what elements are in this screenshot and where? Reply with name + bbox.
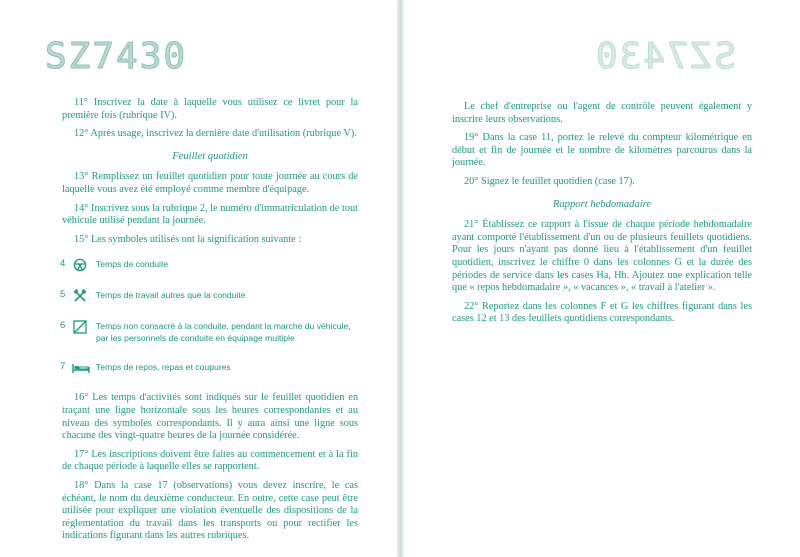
perforated-serial-number-right: SZ7430 (594, 35, 737, 77)
paragraph-22: 22° Reportez dans les colonnes F et G les chiffres figurant dans les cases 12 et 13 des feuillets quotidiens correspondants. (452, 300, 752, 325)
symbol-number: 4 (60, 258, 66, 270)
symbol-label: Temps non consacré à la conduite, pendant la marche du véhicule, par les personnels de conduite en équipage multiple (96, 321, 351, 344)
symbol-number: 5 (60, 289, 66, 301)
steering-wheel-icon (72, 258, 90, 272)
left-text-column (62, 97, 358, 549)
symbol-row-other-work (60, 289, 358, 303)
bed-icon (72, 361, 90, 375)
right-text-column (452, 101, 752, 332)
paragraph-21: 21° Établissez ce rapport à l'issue de chaque période hebdomadaire ayant comporté l'établissement d'un ou de plusieurs feuillets quotidiens. Pour les jours n'ayant pas donné lieu à l'établissement d'un feuillet quotidien, inscrivez le chiffre 0 dans les colonnes G et la durée des périodes de service dans les cases Ha, Hb. Ajoutez une explication telle que « repos hebdomadaire », « vacances », « travail à l'atelier ». (452, 219, 752, 294)
paragraph-13: 13° Remplissez un feuillet quotidien pour toute journée au cours de laquelle vous avez été employé comme membre d'équipage. (62, 171, 358, 195)
symbol-number: 6 (60, 320, 66, 332)
paragraph-16: 16° Les temps d'activités sont indiqués sur le feuillet quotidien en traçant une ligne horizontale sous les heures correspondantes et au niveau des symboles correspondants. Il y aura ainsi une ligne sous chacune des vingt-quatre heures de la journée considérée. (62, 392, 358, 442)
paragraph-controller-observations: Le chef d'entreprise ou l'agent de contrôle peuvent également y inscrire leurs observations. (452, 101, 752, 125)
paragraph-14: 14° Inscrivez sous la rubrique 2, le numéro d'immatriculation de tout véhicule utilisé pendant la journée. (62, 202, 358, 227)
paragraph-11: 11° Inscrivez la date à laquelle vous utilisez ce livret pour la première fois (rubrique IV). (62, 97, 358, 121)
symbol-label: Temps de conduite (96, 259, 169, 270)
crossed-hammers-icon (72, 289, 90, 303)
symbol-label: Temps de travail autres que la conduite (96, 290, 246, 301)
symbol-row-rest (60, 361, 358, 375)
symbol-number: 7 (60, 361, 66, 373)
paragraph-20: 20° Signez le feuillet quotidien (case 17). (464, 175, 635, 187)
paragraph-15: 15° Les symboles utilisés ont la signification suivante : (74, 233, 302, 245)
paragraph-18: 18° Dans la case 17 (observations) vous devez inscrire, le cas échéant, le nom du deuxième conducteur. En outre, cette case peut être utilisée pour expliquer une violation éventuelle des dispositions de la réglementation du travail dans les transports ou pour rectifier les indications figurant dans les autres rubriques. (62, 479, 358, 542)
paragraph-17: 17° Les inscriptions doivent être faites au commencement et à la fin de chaque période à laquelle elles se rapportent. (62, 448, 358, 473)
symbol-row-availability (60, 320, 358, 344)
symbol-row-driving (60, 258, 358, 272)
symbol-label: Temps de repos, repas et coupures (96, 362, 231, 373)
paragraph-19: 19° Dans la case 11, portez le relevé du compteur kilométrique en début et fin de journée et le nombre de kilomètres parcourus dans la journée. (452, 132, 752, 169)
section-heading-feuillet-quotidien: Feuillet quotidien (172, 150, 248, 162)
perforated-serial-number-left: SZ7430 (45, 35, 188, 77)
slashed-square-icon (72, 320, 90, 334)
section-heading-rapport-hebdomadaire: Rapport hebdomadaire (552, 198, 652, 210)
paragraph-12: 12° Après usage, inscrivez la dernière date d'utilisation (rubrique V). (74, 128, 357, 140)
booklet-spine (397, 0, 404, 557)
